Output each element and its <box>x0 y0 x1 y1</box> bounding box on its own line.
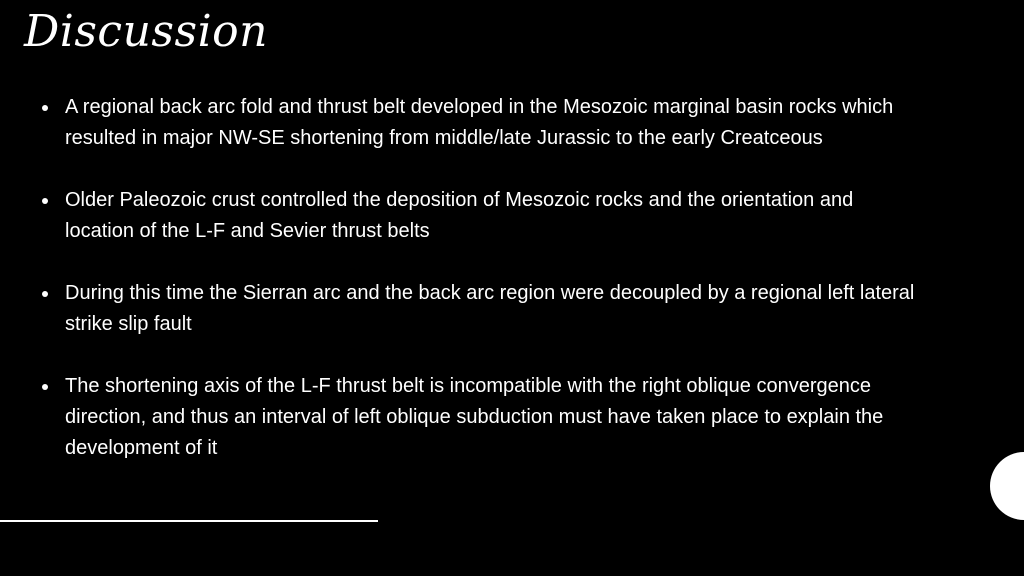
slide-title: Discussion <box>24 6 268 57</box>
bullet-dot-icon <box>42 384 48 390</box>
bullet-item <box>40 92 920 154</box>
bullet-text: During this time the Sierran arc and the back arc region were decoupled by a regional left lateral strike slip fault <box>65 282 915 335</box>
decorative-circle-icon <box>990 452 1024 520</box>
decorative-underline <box>0 520 378 522</box>
bullet-dot-icon <box>42 198 48 204</box>
bullet-text: A regional back arc fold and thrust belt developed in the Mesozoic marginal basin rocks which resulted in major NW-SE shortening from middle/late Jurassic to the early Creatceous <box>65 96 894 149</box>
bullet-text: The shortening axis of the L-F thrust belt is incompatible with the right oblique convergence direction, and thus an interval of left oblique subduction must have taken place to explain the development of it <box>65 375 884 459</box>
bullet-dot-icon <box>42 105 48 111</box>
bullet-item <box>40 185 920 247</box>
bullet-dot-icon <box>42 291 48 297</box>
bullet-item <box>40 371 920 464</box>
bullet-list <box>40 92 920 464</box>
bullet-item <box>40 278 920 340</box>
bullet-text: Older Paleozoic crust controlled the deposition of Mesozoic rocks and the orientation and location of the L-F and Sevier thrust belts <box>65 189 854 242</box>
